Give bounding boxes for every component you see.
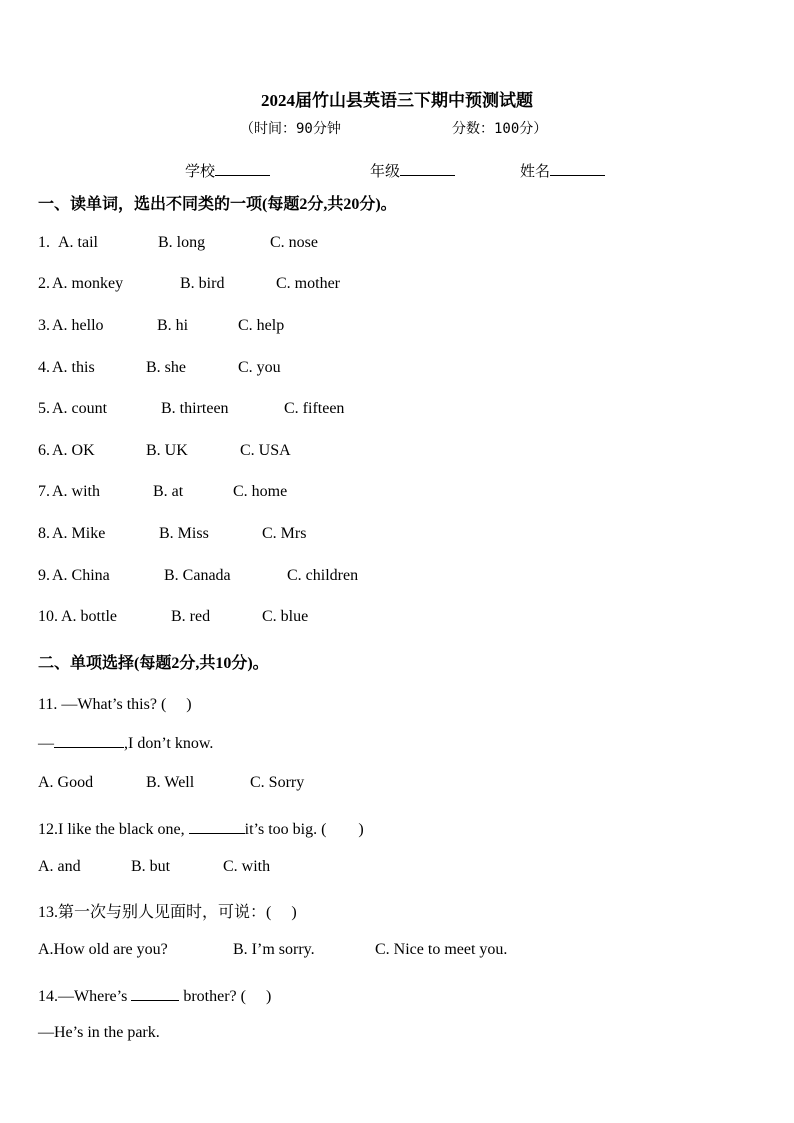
grade-blank[interactable] [400, 161, 455, 176]
answer-blank[interactable] [54, 733, 124, 748]
stem-text: 14.—Where’s [38, 988, 128, 1005]
option-c: C. mother [276, 275, 340, 292]
question-3 [38, 317, 284, 335]
question-11-options [38, 774, 304, 792]
stem-text: it’s too big. ( ) [244, 821, 364, 838]
option-a: A. monkey [52, 275, 124, 292]
option-b: B. Canada [164, 567, 231, 584]
option-b: B. long [158, 234, 206, 251]
option-c: C. Nice to meet you. [375, 941, 508, 958]
option-c: C. children [287, 567, 359, 584]
question-1 [38, 234, 318, 252]
option-b: B. red [171, 608, 211, 625]
option-b: B. UK [146, 442, 188, 459]
question-12-options [38, 858, 270, 876]
option-a: A. count [52, 400, 108, 417]
option-a: A. tail [58, 234, 98, 251]
question-number: 4. [38, 359, 50, 376]
question-number: 8. [38, 525, 50, 542]
answer-blank[interactable] [131, 986, 179, 1001]
question-number: 2. [38, 275, 50, 292]
question-7 [38, 483, 287, 501]
question-14-reply: —He’s in the park. [38, 1024, 160, 1041]
school-blank[interactable] [215, 161, 270, 176]
option-b: B. but [131, 858, 171, 875]
option-a: A. hello [52, 317, 104, 334]
question-11-reply [38, 733, 213, 753]
question-number: 1. [38, 234, 50, 251]
grade-label: 年级 [370, 164, 401, 180]
name-blank[interactable] [550, 161, 605, 176]
question-12-stem [38, 816, 364, 839]
option-b: B. thirteen [161, 400, 229, 417]
option-c: C. USA [240, 442, 291, 459]
option-a: A. Good [38, 774, 94, 791]
question-number: 9. [38, 567, 50, 584]
question-number: 6. [38, 442, 50, 459]
option-a: A. China [52, 567, 110, 584]
option-a: A. and [38, 858, 81, 875]
question-9 [38, 567, 358, 585]
exam-time: （时间：90分钟 [240, 121, 341, 137]
option-b: B. at [153, 483, 184, 500]
option-a: A.How old are you? [38, 941, 168, 958]
question-number: 7. [38, 483, 50, 500]
school-field [185, 160, 270, 181]
question-13-options [38, 941, 507, 959]
answer-blank[interactable] [189, 819, 245, 834]
name-label: 姓名 [520, 164, 551, 180]
question-11-stem: 11. —What’s this? ( ) [38, 696, 192, 713]
section1-heading: 一、读单词，选出不同类的一项(每题2分,共20分)。 [38, 196, 397, 213]
question-13-stem: 13.第一次与别人见面时，可说：( ) [38, 904, 297, 921]
option-c: C. with [223, 858, 271, 875]
option-a: A. OK [52, 442, 95, 459]
reply-text: ,I don’t know. [124, 735, 214, 752]
option-b: B. bird [180, 275, 225, 292]
question-5 [38, 400, 344, 418]
stem-text: brother? ( ) [183, 988, 272, 1005]
question-4 [38, 359, 281, 377]
question-number: 3. [38, 317, 50, 334]
name-field [520, 160, 605, 181]
option-b: B. I’m sorry. [233, 941, 315, 958]
question-number: 5. [38, 400, 50, 417]
exam-score: 分数：100分） [452, 121, 548, 137]
option-c: C. you [238, 359, 281, 376]
question-6 [38, 442, 291, 460]
option-c: C. Mrs [262, 525, 307, 542]
option-c: C. fifteen [284, 400, 345, 417]
stem-text: 12.I like the black one, [38, 821, 185, 838]
question-14-stem [38, 983, 271, 1006]
option-b: B. Miss [159, 525, 209, 542]
option-c: C. blue [262, 608, 309, 625]
option-c: C. home [233, 483, 288, 500]
option-a: A. Mike [52, 525, 106, 542]
option-c: C. Sorry [250, 774, 305, 791]
grade-field [370, 160, 455, 181]
question-number: 10. [38, 608, 58, 625]
dash: — [38, 735, 54, 752]
question-2 [38, 275, 340, 293]
option-a: A. bottle [61, 608, 117, 625]
page-title: 2024届竹山县英语三下期中预测试题 [261, 91, 533, 110]
question-10 [38, 608, 308, 626]
section2-heading: 二、单项选择(每题2分,共10分)。 [38, 655, 269, 672]
option-c: C. help [238, 317, 285, 334]
option-b: B. hi [157, 317, 189, 334]
option-a: A. this [52, 359, 95, 376]
option-c: C. nose [270, 234, 318, 251]
question-8 [38, 525, 306, 543]
option-a: A. with [52, 483, 100, 500]
option-b: B. she [146, 359, 186, 376]
school-label: 学校 [185, 164, 216, 180]
option-b: B. Well [146, 774, 195, 791]
